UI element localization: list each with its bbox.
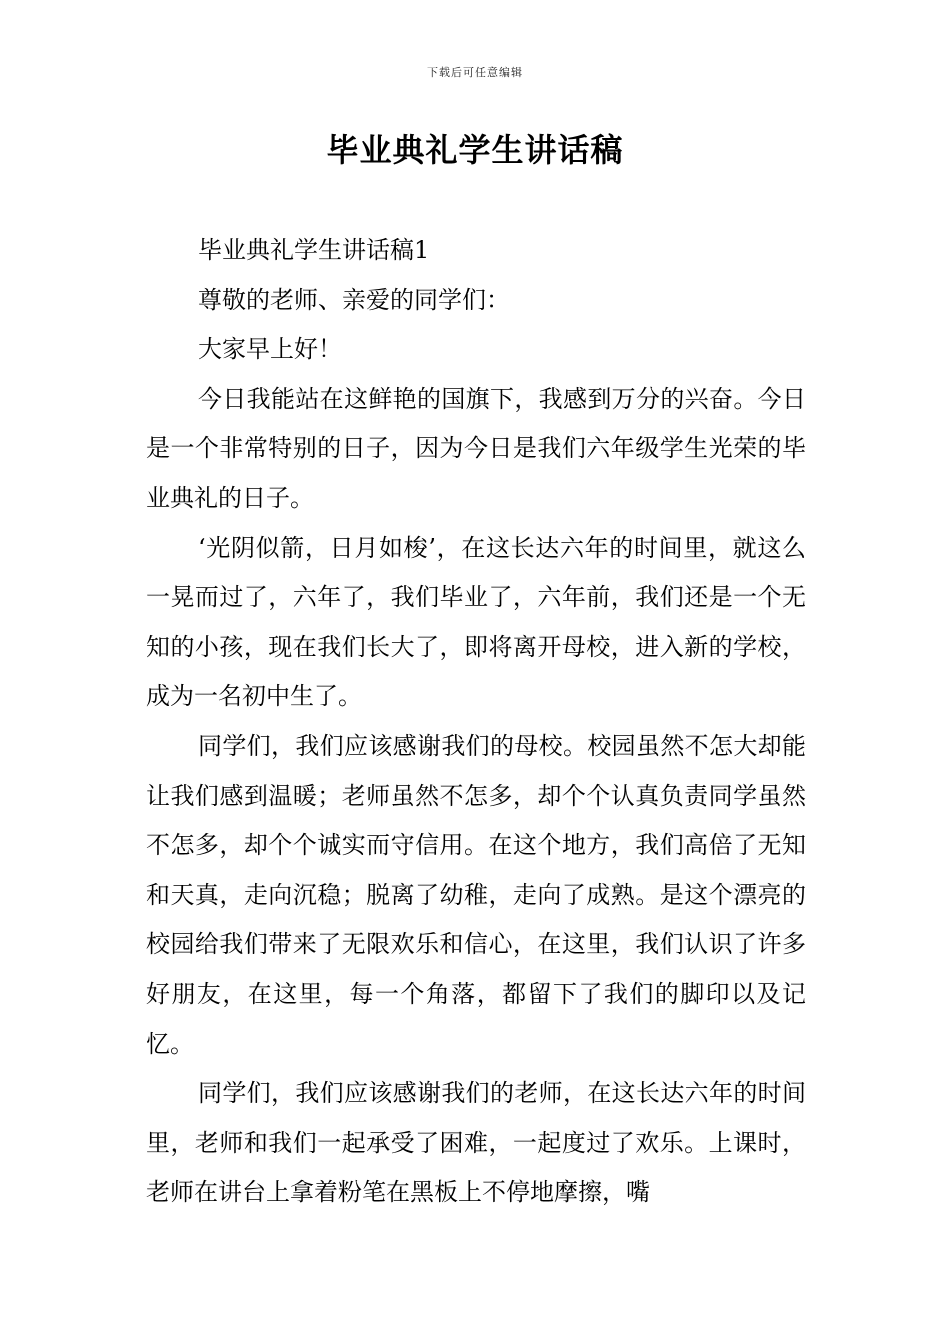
salutation: 尊敬的老师、亲爱的同学们： (198, 285, 510, 314)
paragraph: 今日我能站在这鲜艳的国旗下，我感到万分的兴奋。今日是一个非常特别的日子，因为今日是我们六年级学生光荣的毕业典礼的日子。 (146, 384, 806, 512)
paragraph: 同学们，我们应该感谢我们的母校。校园虽然不怎大却能让我们感到温暖；老师虽然不怎多，却个个认真负责同学虽然不怎多，却个个诚实而守信用。在这个地方，我们高倍了无知和天真，走向沉稳；脱离了幼稚，走向了成熟。是这个漂亮的校园给我们带来了无限欢乐和信心，在这里，我们认识了许多好朋友，在这里，每一个角落，都留下了我们的脚印以及记忆。 (146, 731, 806, 1058)
paragraph: 同学们，我们应该感谢我们的老师，在这长达六年的时间里，老师和我们一起承受了困难，一起度过了欢乐。上课时，老师在讲台上拿着粉笔在黑板上不停地摩擦，嘴 (146, 1079, 806, 1207)
document-title: 毕业典礼学生讲话稿 (326, 131, 624, 169)
paragraph: ‘光阴似箭，日月如梭’，在这长达六年的时间里，就这么一晃而过了，六年了，我们毕业了，六年前，我们还是一个无知的小孩，现在我们长大了，即将离开母校，进入新的学校，成为一名初中生了。 (146, 533, 806, 711)
page-header-note: 下载后可任意编辑 (427, 66, 523, 79)
section-heading: 毕业典礼学生讲话稿1 (198, 236, 430, 264)
document-body (146, 226, 806, 1218)
greeting: 大家早上好！ (198, 335, 342, 364)
